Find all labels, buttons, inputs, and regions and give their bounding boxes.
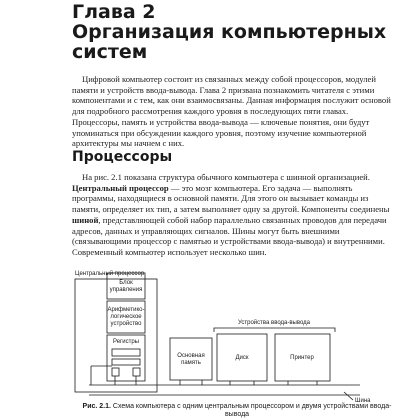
chapter-title-line-3: систем bbox=[72, 41, 148, 63]
register-1 bbox=[112, 349, 140, 356]
intro-paragraph: Цифровой компьютер состоит из связанных между собой процессоров, модулей памяти и устройств ввода-вывода. Глава 2 призвана познакомить читателя с этими компонентами и с тем, как они взаимосвязаны. Данная информация послужит основой для подробного рассмотрения каждого уровня в последующих пяти главах. Процессоры, память и устройства ввода-вывода — ключевые понятия, они будут упоминаться при обсуждении каждого уровня, поэтому изучение компьютерной архитектуры мы начнем с них. bbox=[72, 74, 391, 149]
cpu-label: Центральный процессор bbox=[75, 271, 145, 277]
register-2 bbox=[112, 359, 140, 365]
alu-label-3: устройство bbox=[110, 321, 142, 327]
figure-caption bbox=[72, 403, 402, 419]
figure-computer-organization bbox=[72, 268, 402, 404]
body-text-1: На рис. 2.1 показана структура обычного компьютера с шинной организацией. bbox=[82, 172, 370, 182]
chapter-title bbox=[72, 2, 402, 62]
term-bus: шиной bbox=[72, 214, 99, 225]
io-group-bracket bbox=[214, 328, 335, 332]
bus-label: Шина bbox=[355, 398, 371, 404]
alu-label-1: Арифметико- bbox=[107, 307, 145, 313]
control-unit-label-1: Блок bbox=[119, 280, 133, 286]
printer-label: Принтер bbox=[290, 355, 314, 361]
registers-label: Регистры bbox=[112, 339, 140, 345]
register-4 bbox=[133, 368, 140, 376]
term-cpu: Центральный процессор bbox=[72, 182, 169, 193]
section-heading: Процессоры bbox=[72, 149, 173, 165]
main-memory-label-1: Основная bbox=[177, 353, 205, 359]
body-text-2: — это мозг компьютера. Его задача — выполнять программы, находящиеся в основной памяти. Для этого он вызывает команды из памяти, определяет их тип, а затем выполняет одну за другой. Компоненты соединены bbox=[72, 182, 390, 215]
caption-label: Рис. 2.1. bbox=[82, 403, 111, 410]
alu-label-2: логическое bbox=[110, 314, 142, 320]
control-unit-label-2: управления bbox=[109, 287, 143, 293]
io-group-label: Устройства ввода-вывода bbox=[237, 320, 311, 326]
main-memory-box bbox=[170, 338, 212, 380]
bus-pointer bbox=[344, 392, 353, 400]
disk-label: Диск bbox=[235, 355, 249, 361]
caption-text: Схема компьютера с одним центральным процессором и двумя устройствами ввода-вывода bbox=[110, 403, 392, 418]
chapter-title-line-1: Глава 2 bbox=[72, 1, 156, 23]
body-paragraph bbox=[72, 172, 392, 258]
main-memory-label-2: память bbox=[181, 360, 201, 366]
register-3 bbox=[112, 368, 119, 376]
diagram bbox=[72, 268, 402, 404]
chapter-title-line-2: Организация компьютерных bbox=[72, 21, 387, 43]
body-text-3: , представляющей собой набор параллельно связанных проводов для передачи адресов, данных и управляющих сигналов. Шины могут быть внешними (связывающими процессор с памятью и устройствами ввода-вывода) и внутренними. Современный компьютер использует несколько шин. bbox=[72, 214, 387, 257]
